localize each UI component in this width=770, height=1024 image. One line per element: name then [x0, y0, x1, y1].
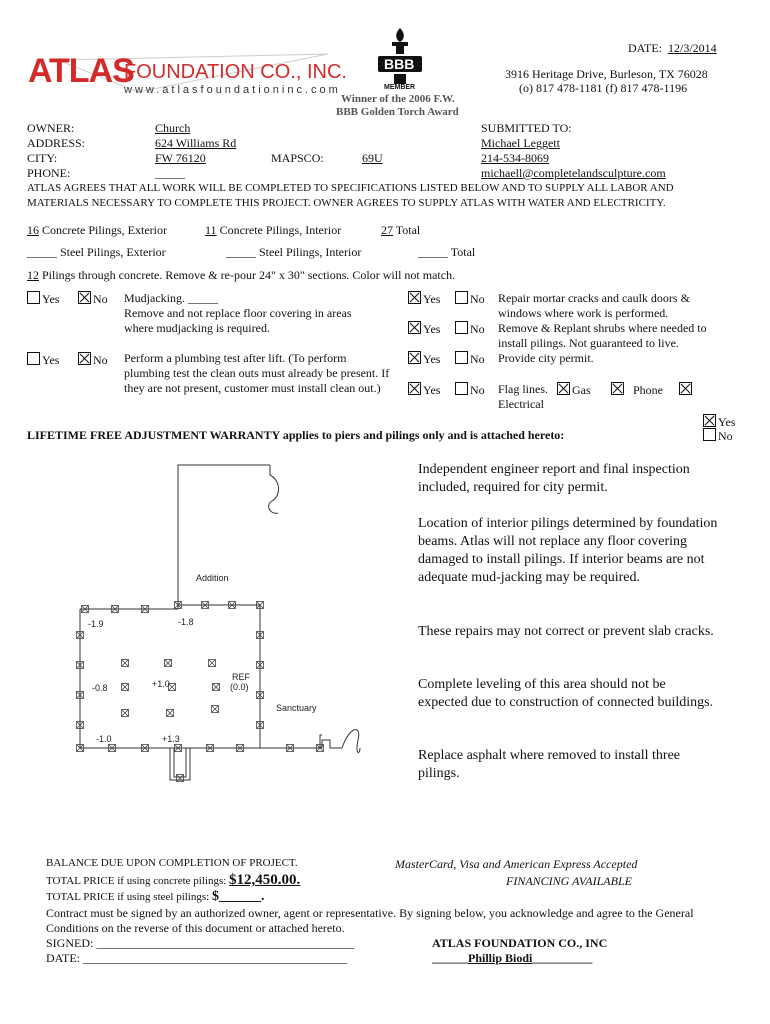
financing-available: FINANCING AVAILABLE — [506, 874, 632, 888]
piling-marker-cross — [212, 706, 219, 713]
owner-value: Church — [155, 121, 191, 135]
permit-no[interactable]: No — [455, 351, 485, 367]
electrical-checkbox[interactable] — [679, 382, 694, 398]
checkbox-icon[interactable] — [27, 352, 40, 365]
label-sanctuary: Sanctuary — [276, 703, 317, 713]
elev-6: +1.3 — [162, 734, 180, 744]
steel-price: TOTAL PRICE if using steel pilings: $______. — [46, 889, 265, 904]
shrubs-no[interactable]: No — [455, 321, 485, 337]
checkbox-icon[interactable] — [27, 291, 40, 304]
porch-inner — [174, 748, 186, 777]
submitted-name: Michael Leggett — [481, 136, 560, 150]
repair-yes[interactable]: Yes — [408, 291, 440, 307]
submitted-email[interactable]: michaell@completelandsculpture.com — [481, 166, 666, 180]
checkbox-checked-icon[interactable] — [408, 291, 421, 304]
permit-yes[interactable]: Yes — [408, 351, 440, 367]
repair-no[interactable]: No — [455, 291, 485, 307]
note-asphalt: Replace asphalt where removed to install three pilings. — [418, 748, 681, 781]
mudjacking-yes[interactable]: Yes — [27, 291, 59, 307]
piling-marker-cross — [165, 660, 172, 667]
city-value: FW 76120 — [155, 151, 206, 165]
bbb-member-text: MEMBER — [384, 84, 416, 91]
concrete-ext: 16 Concrete Pilings, Exterior — [27, 223, 167, 237]
concrete-int: 11 Concrete Pilings, Interior — [205, 223, 342, 237]
piling-marker-cross — [122, 710, 129, 717]
flag-no[interactable]: No — [455, 382, 485, 398]
piling-marker-cross — [209, 660, 216, 667]
foundation-diagram — [60, 455, 380, 800]
concrete-price: TOTAL PRICE if using concrete pilings: $12,450.00. — [46, 872, 301, 888]
elev-3: -0.8 — [92, 683, 108, 693]
label-ref-value: (0.0) — [230, 682, 249, 692]
note-slab: These repairs may not correct or prevent slab cracks. — [418, 624, 714, 639]
date-value: 12/3/2014 — [668, 41, 717, 55]
permit-detail: Provide city permit. — [498, 351, 594, 365]
checkbox-checked-icon[interactable] — [408, 382, 421, 395]
mudjacking-no[interactable]: No — [78, 291, 108, 307]
mapsco-value: 69U — [362, 151, 383, 165]
rep-signature: ______Phillip Biodi__________ — [432, 951, 593, 965]
logo-atlas-text: ATLAS — [28, 52, 134, 90]
date-label: DATE: 12/3/2014 — [628, 41, 717, 55]
atlas-signature-company: ATLAS FOUNDATION CO., INC — [432, 936, 608, 950]
plumbing-detail: Perform a plumbing test after lift. (To perform plumbing test the clean outs must already be present. If they are not present, customer must install clean out.) — [124, 351, 390, 395]
steel-ext: _____ Steel Pilings, Exterior — [27, 245, 166, 259]
logo-website-text: www.atlasfoundationinc.com — [124, 84, 341, 96]
repair-detail: Repair mortar cracks and caulk doors & windows where work is performed. — [498, 291, 690, 320]
checkbox-checked-icon[interactable] — [703, 414, 716, 427]
agreement-text: ATLAS AGREES THAT ALL WORK WILL BE COMPLETED TO SPECIFICATIONS LISTED BELOW AND TO SUPPLY ALL LABOR AND MATERIALS NECESSARY TO COMPLETE THIS PROJECT. OWNER AGREES TO SUPPLY ATLAS WITH WATER AND ELECTRICITY. — [27, 182, 674, 209]
plumbing-no[interactable]: No — [78, 352, 108, 368]
submitted-phone: 214-534-8069 — [481, 151, 549, 165]
checkbox-checked-icon[interactable] — [78, 291, 91, 304]
award-line-1: Winner of the 2006 F.W. — [341, 93, 455, 105]
label-ref: REF — [232, 672, 250, 682]
mapsco-label: MAPSCO: — [271, 151, 324, 165]
date-line[interactable]: DATE: ____________________________________________ — [46, 951, 347, 965]
address-label: ADDRESS: — [27, 136, 86, 150]
addition-wall — [178, 465, 270, 608]
checkbox-icon[interactable] — [455, 291, 468, 304]
checkbox-checked-icon[interactable] — [611, 382, 624, 395]
concrete-total: 27 Total — [381, 223, 421, 237]
balance-due: BALANCE DUE UPON COMPLETION OF PROJECT. — [46, 857, 298, 869]
checkbox-checked-icon[interactable] — [557, 382, 570, 395]
company-phones: (o) 817 478-1181 (f) 817 478-1196 — [519, 81, 688, 95]
address-value: 624 Williams Rd — [155, 136, 237, 150]
phone-label: PHONE: — [27, 166, 71, 180]
checkbox-icon[interactable] — [703, 428, 716, 441]
phone-option[interactable]: Phone — [611, 382, 663, 398]
flag-yes[interactable]: Yes — [408, 382, 440, 398]
checkbox-checked-icon[interactable] — [78, 352, 91, 365]
logo-company-text: FOUNDATION CO., INC. — [124, 61, 347, 83]
plumbing-yes[interactable]: Yes — [27, 352, 59, 368]
elev-4: +1.0 — [152, 679, 170, 689]
break-line-top — [269, 465, 279, 513]
bbb-text: BBB — [384, 56, 415, 72]
company-address: 3916 Heritage Drive, Burleson, TX 76028 — [505, 67, 708, 81]
elev-1: -1.9 — [88, 619, 104, 629]
warranty-no[interactable]: No — [703, 428, 733, 444]
checkbox-checked-icon[interactable] — [408, 321, 421, 334]
mudjacking-detail: Remove and not replace floor covering in areas where mudjacking is required. — [124, 306, 352, 335]
gas-option[interactable]: Gas — [557, 382, 591, 398]
city-label: CITY: — [27, 151, 58, 165]
submitted-label: SUBMITTED TO: — [481, 121, 572, 135]
flag-lines-label: Flag lines. — [498, 382, 548, 396]
steel-int: _____ Steel Pilings, Interior — [226, 245, 362, 259]
note-leveling: Complete leveling of this area should not be expected due to construction of connected buildings. — [418, 677, 714, 710]
piling-marker-cross — [213, 684, 220, 691]
mudjacking-label: Mudjacking. _____ — [124, 291, 218, 305]
award-line-2: BBB Golden Torch Award — [336, 106, 459, 118]
main-outline — [80, 609, 322, 748]
checkbox-checked-icon[interactable] — [679, 382, 692, 395]
label-addition: Addition — [196, 573, 229, 583]
checkbox-checked-icon[interactable] — [408, 351, 421, 364]
company-logo — [28, 52, 347, 102]
checkbox-icon[interactable] — [455, 351, 468, 364]
signed-line[interactable]: SIGNED: ___________________________________________ — [46, 936, 355, 950]
right-outline — [260, 740, 342, 748]
elev-2: -1.8 — [178, 617, 194, 627]
piling-marker-cross — [122, 684, 129, 691]
note-engineer: Independent engineer report and final inspection included, required for city permit. — [418, 462, 690, 495]
cards-accepted: MasterCard, Visa and American Express Accepted — [395, 857, 638, 871]
steel-price-value: $______. — [211, 889, 265, 904]
note-location: Location of interior pilings determined by foundation beams. Atlas will not replace any floor covering damaged to install pilings. If interior beams are not adequate mud-jacking may be required. — [418, 516, 718, 585]
warranty-text: LIFETIME FREE ADJUSTMENT WARRANTY applies to piers and pilings only and is attached hereto: — [27, 428, 565, 442]
pilings-through-concrete: 12 Pilings through concrete. Remove & re-pour 24" x 30" sections. Color will not match. — [27, 268, 456, 282]
porch-outline — [170, 748, 190, 780]
bbb-logo — [370, 26, 430, 96]
shrubs-detail: Remove & Replant shrubs where needed to install pilings. Not guaranteed to live. — [498, 321, 707, 350]
contract-text: Contract must be signed by an authorized owner, agent or representative. By signing below, you acknowledge and agree to the General Conditions on the reverse of this document or attached hereto. — [46, 906, 694, 935]
concrete-price-value: $12,450.00. — [229, 872, 301, 888]
checkbox-icon[interactable] — [455, 321, 468, 334]
shrubs-yes[interactable]: Yes — [408, 321, 440, 337]
piling-marker-cross — [122, 660, 129, 667]
elev-5: -1.0 — [96, 734, 112, 744]
break-line-right — [342, 730, 360, 753]
warranty-yes[interactable]: Yes — [703, 414, 735, 430]
rep-name: Phillip Biodi — [468, 951, 533, 965]
piling-marker-cross — [167, 710, 174, 717]
phone-value: _____ — [155, 166, 185, 180]
owner-label: OWNER: — [27, 121, 75, 135]
checkbox-icon[interactable] — [455, 382, 468, 395]
steel-total: _____ Total — [418, 245, 476, 259]
electrical-label: Electrical — [498, 397, 544, 411]
